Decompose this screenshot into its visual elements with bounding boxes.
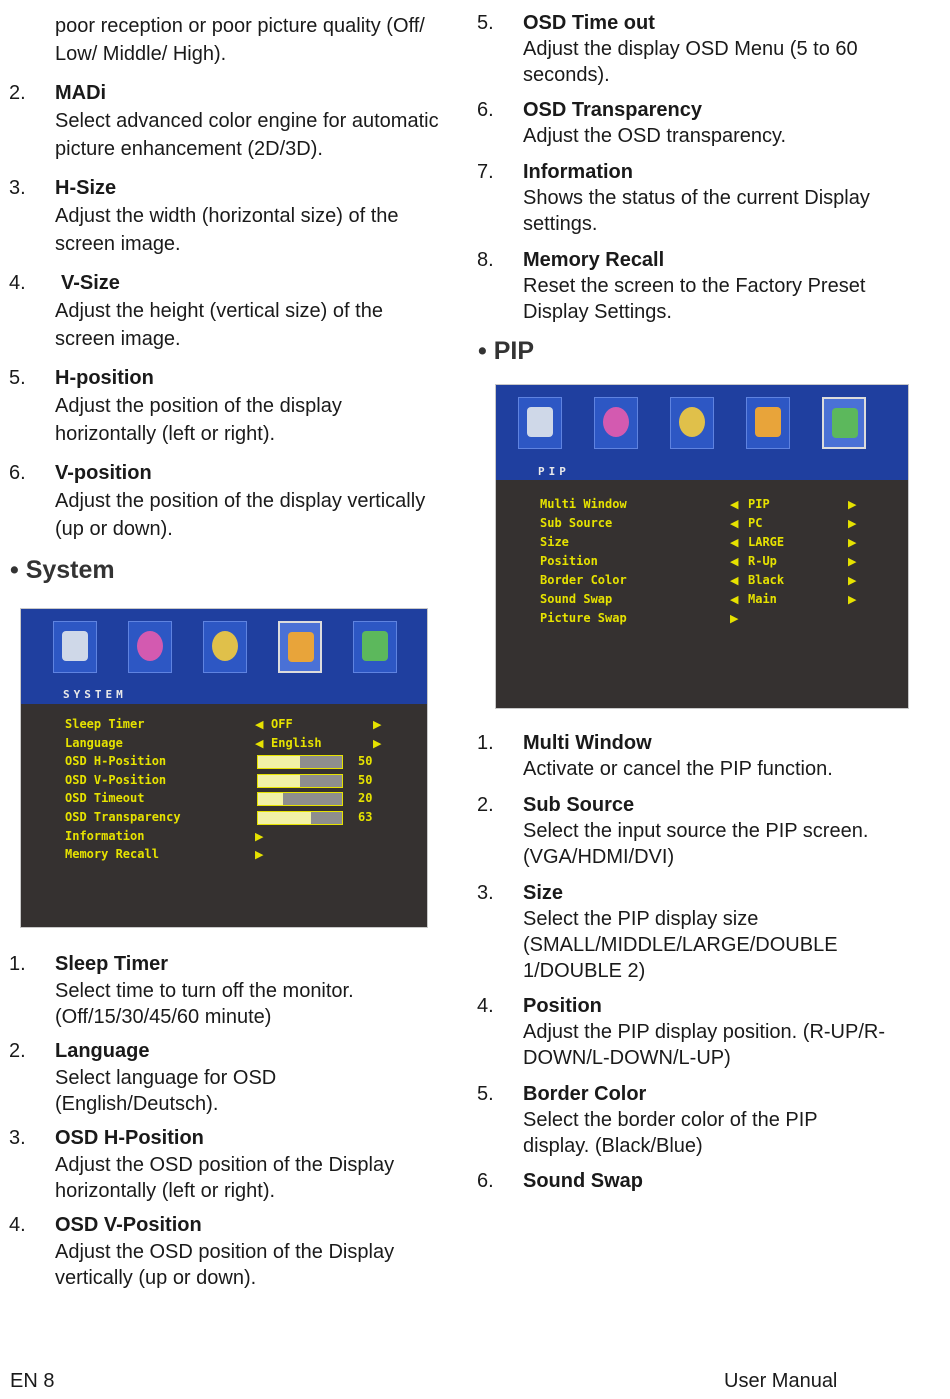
arrow-right-icon: ▶	[848, 537, 857, 549]
item-desc: Adjust the height (vertical size) of the screen image.	[55, 300, 383, 350]
osd-row-value: LARGE	[748, 535, 785, 549]
item-number: 6.	[477, 99, 494, 121]
list-item	[477, 993, 908, 1071]
item-number: 4.	[477, 995, 494, 1017]
item-title: Multi Window	[523, 732, 652, 754]
item-title: Sub Source	[523, 794, 635, 816]
item-number: 3.	[9, 177, 26, 199]
item-number: 8.	[477, 249, 494, 271]
arrow-right-icon: ▶	[848, 499, 857, 511]
list-item	[9, 364, 445, 448]
system-osd-screenshot	[20, 608, 428, 928]
item-number: 1.	[9, 953, 26, 975]
osd-row-label: Border Color	[540, 573, 627, 587]
item-number: 3.	[477, 882, 494, 904]
item-desc: Adjust the position of the display vertically (up or down).	[55, 490, 426, 540]
arrow-right-icon: ▶	[255, 830, 264, 843]
osd-row-label: OSD V-Position	[65, 772, 167, 787]
osd-row-value: 63	[358, 810, 373, 824]
item-title: OSD V-Position	[55, 1214, 202, 1236]
item-title: OSD Time out	[523, 12, 655, 34]
osd-row-label: Multi Window	[540, 497, 627, 511]
item-number: 1.	[477, 732, 494, 754]
arrow-right-icon: ▶	[373, 719, 382, 731]
item-number: 2.	[9, 1040, 26, 1062]
arrow-right-icon: ▶	[730, 613, 739, 625]
arrow-left-icon: ◀	[730, 537, 739, 549]
item-title: H-Size	[55, 177, 117, 199]
magnifier-icon	[670, 397, 714, 449]
item-title: H-position	[55, 367, 154, 389]
osd-row-label: Position	[540, 554, 598, 568]
osd-title: PIP	[538, 465, 570, 478]
osd-row-label: Size	[540, 535, 569, 549]
item-title: OSD H-Position	[55, 1127, 204, 1149]
osd-row-value: 50	[358, 772, 373, 787]
osd-row-label: OSD Timeout	[65, 791, 145, 806]
item-number: 6.	[477, 1170, 494, 1192]
osd-slider-fill	[258, 812, 311, 824]
item-number: 4.	[9, 272, 26, 294]
list-item	[477, 1081, 843, 1159]
list-item	[477, 792, 913, 870]
item-desc: Reset the screen to the Factory Preset Display Settings.	[523, 275, 866, 323]
osd-row-value: Black	[748, 573, 785, 587]
list-item	[477, 880, 868, 984]
item-number: 7.	[477, 161, 494, 183]
list-item	[9, 1037, 445, 1117]
monitor-icon	[518, 397, 562, 449]
item-desc: Activate or cancel the PIP function.	[523, 758, 833, 780]
item-desc: Adjust the position of the display horizontally (left or right).	[55, 395, 342, 445]
list-item	[9, 1124, 445, 1204]
section-title-pip: • PIP	[478, 337, 534, 365]
item-number: 6.	[9, 462, 26, 484]
osd-row-value: English	[271, 735, 322, 750]
osd-slider	[257, 755, 343, 769]
osd-slider	[257, 774, 343, 788]
tools-icon	[746, 397, 790, 449]
osd-row-label: Language	[65, 735, 123, 750]
item-title: Sound Swap	[523, 1170, 643, 1192]
osd-title: SYSTEM	[63, 688, 127, 701]
list-item	[477, 1168, 913, 1194]
item-desc: Select language for OSD (English/Deutsch).	[55, 1067, 277, 1115]
picture-icon	[353, 621, 397, 673]
arrow-right-icon: ▶	[848, 518, 857, 530]
item-desc: Adjust the OSD position of the Display vertically (up or down).	[55, 1241, 395, 1289]
item-number: 3.	[9, 1127, 26, 1149]
osd-row-value: R-Up	[748, 554, 777, 568]
footer-title: User Manual	[724, 1370, 838, 1392]
osd-row-value: PC	[748, 516, 763, 530]
item-desc: Select the PIP display size (SMALL/MIDDLE/LARGE/DOUBLE 1/DOUBLE 2)	[523, 908, 838, 982]
osd-row-value: 20	[358, 791, 373, 806]
list-item	[9, 269, 445, 353]
arrow-left-icon: ◀	[255, 737, 264, 750]
osd-row-label: Picture Swap	[540, 611, 627, 625]
sound-icon	[594, 397, 638, 449]
section-title-system: • System	[10, 556, 115, 584]
arrow-left-icon: ◀	[730, 594, 739, 606]
osd-row-label: Sound Swap	[540, 592, 613, 606]
item-title: Sleep Timer	[55, 953, 169, 975]
tools-icon	[278, 621, 322, 673]
osd-row-label: Sleep Timer	[65, 717, 145, 731]
item-title: V-Size	[61, 272, 120, 294]
picture-icon	[822, 397, 866, 449]
item-number: 5.	[9, 367, 26, 389]
osd-slider-fill	[258, 756, 300, 768]
item-title: V-position	[55, 462, 152, 484]
page-number: EN 8	[10, 1370, 55, 1392]
list-item	[9, 950, 445, 1030]
osd-slider-fill	[258, 775, 300, 787]
arrow-left-icon: ◀	[730, 575, 739, 587]
list-item	[477, 730, 913, 782]
osd-slider-fill	[258, 793, 283, 805]
item-number: 4.	[9, 1214, 26, 1236]
list-item	[9, 79, 445, 163]
pip-osd-screenshot	[495, 384, 909, 709]
arrow-right-icon: ▶	[848, 575, 857, 587]
item-desc: Shows the status of the current Display settings.	[523, 187, 870, 235]
item-number: 2.	[477, 794, 494, 816]
sound-icon	[128, 621, 172, 673]
osd-row-label: OSD Transparency	[65, 810, 181, 824]
osd-slider	[257, 811, 343, 825]
list-item	[477, 10, 903, 88]
osd-row-label: Sub Source	[540, 516, 613, 530]
item-number: 5.	[477, 1083, 494, 1105]
magnifier-icon	[203, 621, 247, 673]
item-desc: Adjust the display OSD Menu (5 to 60 seconds).	[523, 38, 858, 86]
list-item	[477, 247, 903, 325]
arrow-right-icon: ▶	[373, 737, 382, 750]
arrow-left-icon: ◀	[730, 556, 739, 568]
item-title: MADi	[55, 82, 107, 104]
list-item	[9, 174, 445, 258]
item-title: Border Color	[523, 1083, 647, 1105]
item-desc: Adjust the width (horizontal size) of the screen image.	[55, 205, 399, 255]
osd-row-value: PIP	[748, 497, 770, 511]
item-number: 2.	[9, 82, 26, 104]
item-desc: Select the input source the PIP screen. (VGA/HDMI/DVI)	[523, 820, 869, 868]
item-desc: Adjust the OSD transparency.	[523, 125, 787, 147]
arrow-right-icon: ▶	[255, 849, 264, 862]
osd-slider	[257, 792, 343, 806]
item-title: Position	[523, 995, 602, 1017]
osd-row-label: Information	[65, 828, 145, 843]
item-desc: Select time to turn off the monitor. (Off/15/30/45/60 minute)	[55, 980, 354, 1028]
arrow-left-icon: ◀	[730, 499, 739, 511]
list-item	[477, 97, 903, 149]
item-desc: Adjust the PIP display position. (R-UP/R-DOWN/L-DOWN/L-UP)	[523, 1021, 886, 1069]
item-number: 5.	[477, 12, 494, 34]
item-title: Memory Recall	[523, 249, 665, 271]
list-item	[9, 1211, 445, 1291]
item-title: OSD Transparency	[523, 99, 702, 121]
intro-text	[55, 12, 445, 68]
osd-row-value: Main	[748, 592, 777, 606]
monitor-icon	[53, 621, 97, 673]
item-title: Language	[55, 1040, 150, 1062]
item-desc: Select the border color of the PIP display. (Black/Blue)	[523, 1109, 818, 1157]
osd-row-label: OSD H-Position	[65, 754, 167, 769]
arrow-right-icon: ▶	[848, 594, 857, 606]
item-title: Size	[523, 882, 564, 904]
osd-row-label: Memory Recall	[65, 847, 159, 862]
item-desc: Select advanced color engine for automatic picture enhancement (2D/3D).	[55, 110, 439, 160]
list-item	[477, 159, 903, 237]
list-item	[9, 459, 445, 543]
item-desc: Adjust the OSD position of the Display horizontally (left or right).	[55, 1154, 395, 1202]
item-title: Information	[523, 161, 633, 183]
arrow-left-icon: ◀	[730, 518, 739, 530]
arrow-right-icon: ▶	[848, 556, 857, 568]
osd-row-value: OFF	[271, 717, 293, 731]
arrow-left-icon: ◀	[255, 719, 264, 731]
intro-desc: poor reception or poor picture quality (Off/ Low/ Middle/ High).	[55, 15, 425, 65]
osd-row-value: 50	[358, 754, 373, 769]
